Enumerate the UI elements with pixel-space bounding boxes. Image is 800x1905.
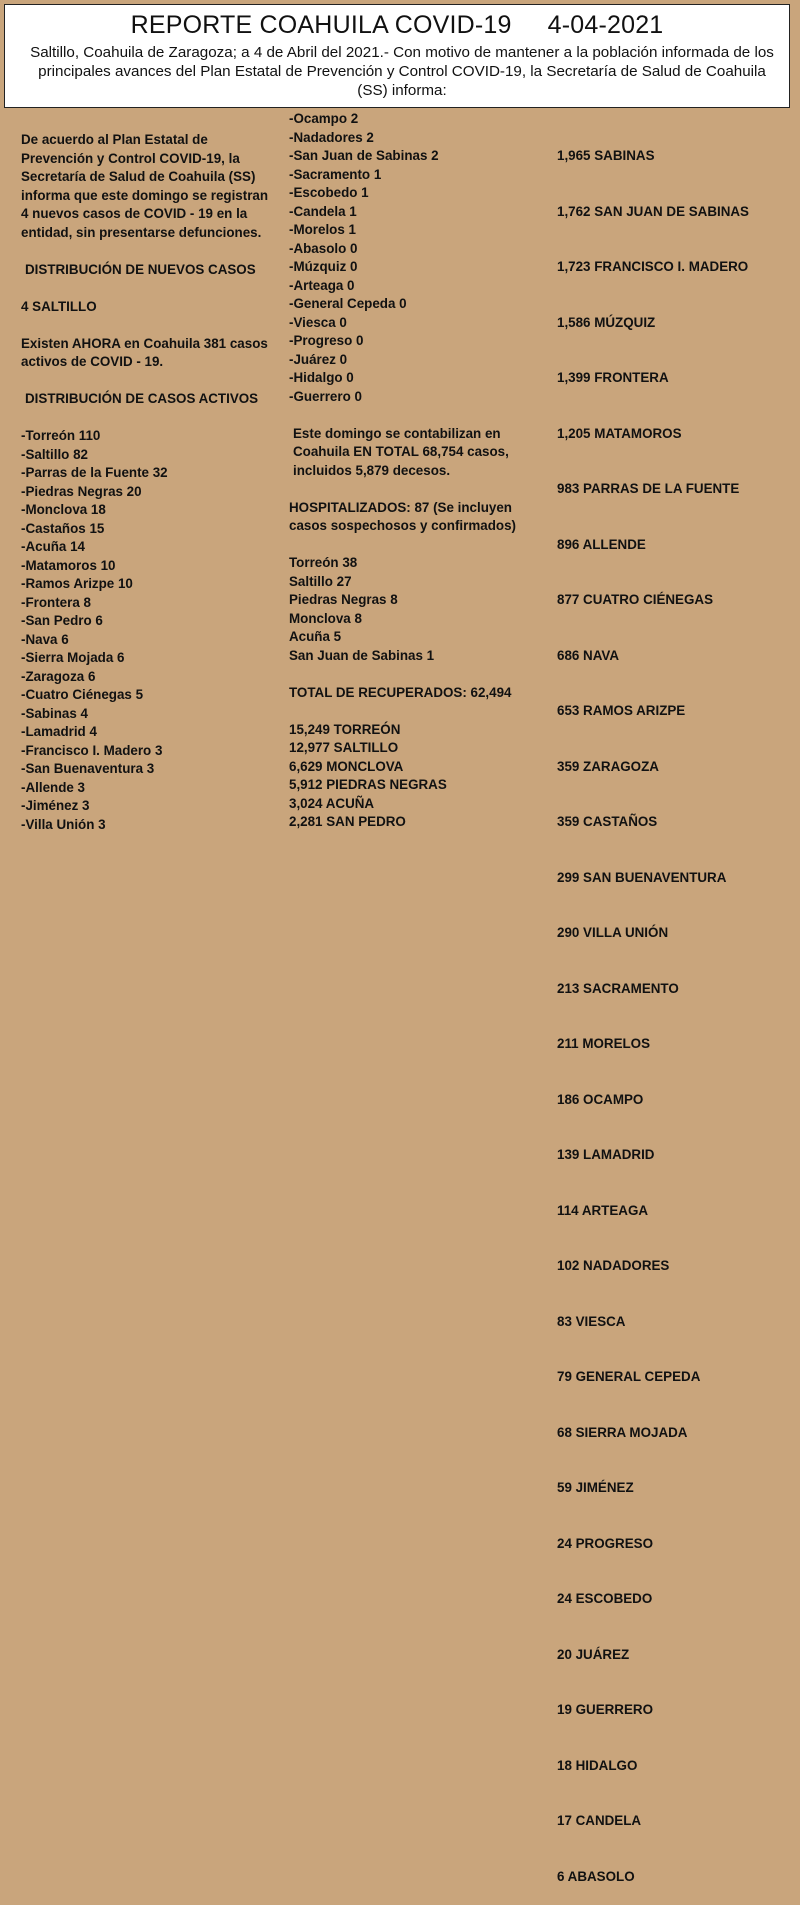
active-cases-text: Existen AHORA en Coahuila 381 casos activos de COVID - 19. xyxy=(21,335,268,369)
list-item: 290 VILLA UNIÓN xyxy=(557,925,669,940)
list-item: -Jiménez 3 xyxy=(21,798,90,813)
list-item: -Piedras Negras 20 xyxy=(21,483,142,499)
list-item: 299 SAN BUENAVENTURA xyxy=(557,869,727,885)
list-item: -Escobedo 1 xyxy=(289,185,369,200)
list-item: 20 JUÁREZ xyxy=(557,1646,630,1662)
list-item: -Allende 3 xyxy=(21,779,85,795)
list-item: 139 LAMADRID xyxy=(557,1147,655,1162)
list-item: -Ocampo 2 xyxy=(289,111,359,126)
list-item: 2,281 SAN PEDRO xyxy=(289,814,406,829)
list-item: -Francisco I. Madero 3 xyxy=(21,742,163,758)
left-column xyxy=(21,131,271,834)
middle-column xyxy=(289,110,529,832)
list-item: -San Juan de Sabinas 2 xyxy=(289,148,439,163)
list-item: -Sierra Mojada 6 xyxy=(21,650,125,665)
list-item: 186 OCAMPO xyxy=(557,1091,644,1107)
list-item: -Acuña 14 xyxy=(21,539,85,554)
active-cases-list-continued xyxy=(289,110,529,406)
list-item: 213 SACRAMENTO xyxy=(557,980,679,996)
list-item: 1,205 MATAMOROS xyxy=(557,425,682,441)
list-item: Piedras Negras 8 xyxy=(289,592,398,607)
hospitalized-text: HOSPITALIZADOS: 87 (Se incluyen casos sospechosos y confirmados) xyxy=(289,499,516,533)
list-item: 114 ARTEAGA xyxy=(557,1202,649,1218)
list-item: 15,249 TORREÓN xyxy=(289,721,401,737)
list-item: -San Pedro 6 xyxy=(21,613,103,628)
recovered-heading: TOTAL DE RECUPERADOS: 62,494 xyxy=(289,684,512,700)
report-date: 4-04-2021 xyxy=(547,11,664,39)
list-item: -Sacramento 1 xyxy=(289,166,382,182)
list-item: 83 VIESCA xyxy=(557,1313,626,1329)
list-item: -Matamoros 10 xyxy=(21,557,116,573)
list-item: -San Buenaventura 3 xyxy=(21,761,155,776)
list-item: -Guerrero 0 xyxy=(289,388,362,404)
new-cases-heading: DISTRIBUCIÓN DE NUEVOS CASOS xyxy=(25,261,256,277)
report-intro: Saltillo, Coahuila de Zaragoza; a 4 de Abril del 2021.- Con motivo de mantener a la población informada de los principales avances del Plan Estatal de Prevención y Control COVID-19, la Secretaría de Salud de Coahuila (SS) informa: xyxy=(30,44,774,99)
list-item: 359 ZARAGOZA xyxy=(557,758,659,774)
list-item: 18 HIDALGO xyxy=(557,1757,638,1773)
list-item: -Morelos 1 xyxy=(289,222,356,237)
active-cases-heading: DISTRIBUCIÓN DE CASOS ACTIVOS xyxy=(25,391,259,406)
list-item: 686 NAVA xyxy=(557,647,620,663)
summary-paragraph: De acuerdo al Plan Estatal de Prevención y Control COVID-19, la Secretaría de Salud de Coahuila (SS) informa que este domingo se registran 4 nuevos casos de COVID - 19 en la entidad, sin presentarse defunciones. xyxy=(21,132,269,240)
list-item: -Torreón 110 xyxy=(21,428,101,443)
list-item: -Saltillo 82 xyxy=(21,446,88,462)
list-item: San Juan de Sabinas 1 xyxy=(289,647,435,663)
list-item: 359 CASTAÑOS xyxy=(557,814,658,829)
list-item: 3,024 ACUÑA xyxy=(289,795,375,811)
list-item: -Monclova 18 xyxy=(21,502,106,517)
report-title xyxy=(5,11,789,40)
list-item: -Arteaga 0 xyxy=(289,277,355,293)
list-item: -Zaragoza 6 xyxy=(21,668,96,684)
list-item: 24 PROGRESO xyxy=(557,1535,653,1551)
list-item: 12,977 SALTILLO xyxy=(289,740,399,755)
list-item: 983 PARRAS DE LA FUENTE xyxy=(557,481,740,496)
list-item: -Abasolo 0 xyxy=(289,240,358,256)
list-item: Acuña 5 xyxy=(289,629,342,644)
list-item: 1,762 SAN JUAN DE SABINAS xyxy=(557,203,749,219)
list-item: -Nava 6 xyxy=(21,631,69,647)
active-cases-list xyxy=(21,427,271,834)
list-item: -General Cepeda 0 xyxy=(289,296,407,311)
right-column xyxy=(557,110,797,1905)
list-item: -Sabinas 4 xyxy=(21,705,88,721)
list-item: 79 GENERAL CEPEDA xyxy=(557,1369,701,1384)
recovered-list xyxy=(289,721,529,832)
list-item: -Candela 1 xyxy=(289,203,357,219)
list-item: 1,965 SABINAS xyxy=(557,148,655,163)
list-item: -Cuatro Ciénegas 5 xyxy=(21,687,144,702)
list-item: 1,723 FRANCISCO I. MADERO xyxy=(557,259,749,274)
list-item: 59 JIMÉNEZ xyxy=(557,1480,634,1495)
new-cases-item: 4 SALTILLO xyxy=(21,298,97,314)
list-item: -Parras de la Fuente 32 xyxy=(21,465,168,480)
list-item: 68 SIERRA MOJADA xyxy=(557,1424,688,1440)
list-item: 211 MORELOS xyxy=(557,1036,651,1051)
list-item: 19 GUERRERO xyxy=(557,1702,653,1717)
report-header xyxy=(4,4,790,108)
list-item: -Progreso 0 xyxy=(289,333,364,348)
list-item: -Lamadrid 4 xyxy=(21,724,97,739)
list-item: 896 ALLENDE xyxy=(557,536,646,552)
report-title-text: REPORTE COAHUILA COVID-19 xyxy=(130,11,512,39)
total-cases-text: Este domingo se contabilizan en Coahuila EN TOTAL 68,754 casos, incluidos 5,879 decesos. xyxy=(293,425,509,478)
list-item: -Villa Unión 3 xyxy=(21,816,106,832)
list-item: -Ramos Arizpe 10 xyxy=(21,576,133,591)
list-item: 653 RAMOS ARIZPE xyxy=(557,703,686,718)
list-item: 1,399 FRONTERA xyxy=(557,370,669,385)
list-item: Monclova 8 xyxy=(289,610,362,626)
list-item: 1,586 MÚZQUIZ xyxy=(557,314,656,330)
hospitalized-list xyxy=(289,554,529,665)
list-item: -Frontera 8 xyxy=(21,594,91,610)
list-item: -Múzquiz 0 xyxy=(289,259,358,274)
list-item: 6,629 MONCLOVA xyxy=(289,758,404,774)
list-item: -Castaños 15 xyxy=(21,520,105,536)
list-item: 102 NADADORES xyxy=(557,1258,670,1273)
list-item: 24 ESCOBEDO xyxy=(557,1591,653,1606)
list-item: 877 CUATRO CIÉNEGAS xyxy=(557,592,714,607)
list-item: 17 CANDELA xyxy=(557,1813,642,1828)
list-item: -Hidalgo 0 xyxy=(289,370,354,385)
list-item: -Juárez 0 xyxy=(289,351,348,367)
list-item: Saltillo 27 xyxy=(289,573,352,589)
list-item: 6 ABASOLO xyxy=(557,1868,635,1884)
list-item: -Nadadores 2 xyxy=(289,129,374,145)
list-item: Torreón 38 xyxy=(289,555,358,570)
list-item: -Viesca 0 xyxy=(289,314,347,330)
list-item: 5,912 PIEDRAS NEGRAS xyxy=(289,777,447,792)
